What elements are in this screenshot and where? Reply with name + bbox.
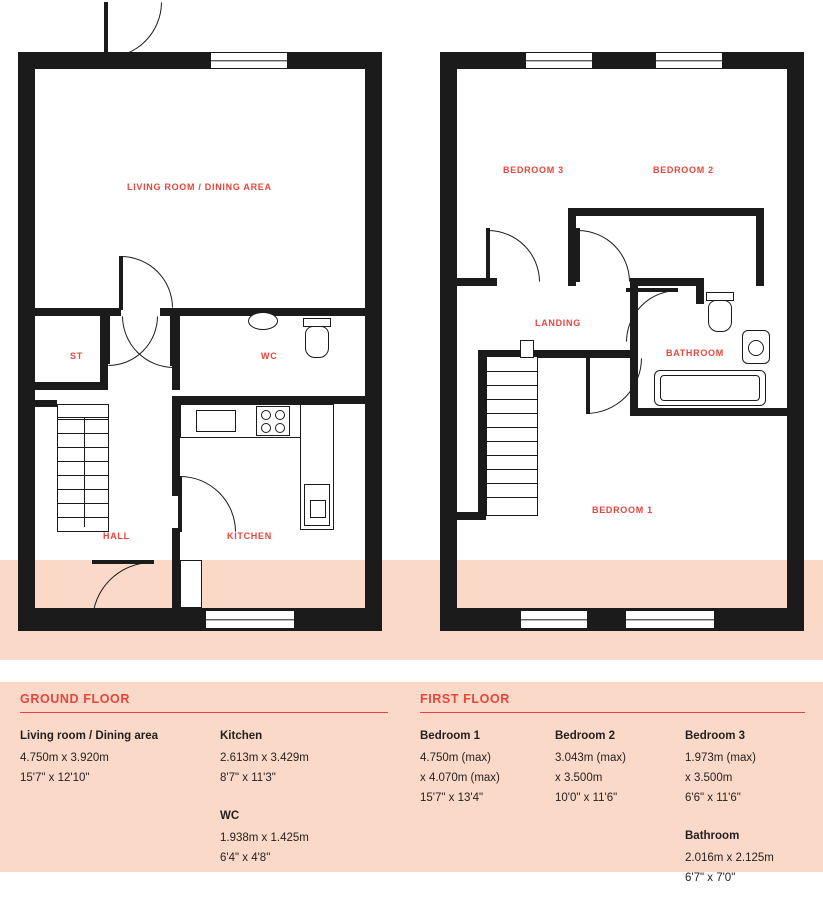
label-kitchen: KITCHEN: [227, 531, 272, 541]
key-room-metric: 2.613m x 3.429m: [220, 752, 309, 764]
hob-ring-2: [275, 410, 285, 420]
wc-cistern: [303, 318, 331, 327]
label-st: ST: [70, 351, 83, 361]
wall-right-ground: [365, 52, 382, 631]
wall-bed2-bottom: [568, 208, 764, 216]
window-bedroom1-bottom-left: [520, 610, 588, 629]
bathroom-basin-bowl: [748, 340, 764, 356]
key-first-column-2: [555, 726, 685, 906]
wall-left-first: [440, 52, 457, 631]
key-entry-bedroom-1: [420, 726, 555, 808]
label-bedroom-2: BEDROOM 2: [653, 165, 714, 175]
bathroom-bath-inner: [660, 375, 760, 401]
window-bedroom3-top: [525, 52, 593, 69]
window-bedroom1-bottom-right: [625, 610, 715, 629]
door-leaf-bathroom: [626, 288, 678, 292]
key-entry-living: [20, 726, 220, 788]
key-ground-title: GROUND FLOOR: [20, 692, 388, 713]
wall-bed3-bed2: [568, 208, 576, 286]
key-room-metric-1: 1.973m (max): [685, 752, 756, 764]
stairs-ground-top-landing: [57, 404, 109, 418]
wall-bottom-ground: [18, 608, 382, 631]
door-leaf-entrance: [92, 560, 154, 564]
kitchen-appliance-inner: [310, 500, 326, 518]
wall-entrance-nib: [155, 608, 161, 631]
wall-stair-side: [478, 350, 486, 520]
key-room-name: Living room / Dining area: [20, 730, 159, 742]
door-leaf-living: [119, 256, 123, 310]
wall-bed2-right-v: [756, 208, 764, 286]
label-living-room: LIVING ROOM / DINING AREA: [127, 182, 272, 192]
key-room-name: WC: [220, 810, 240, 822]
kitchen-hob: [256, 406, 290, 436]
first-floor-plan: [420, 0, 820, 660]
door-leaf-wc: [170, 312, 174, 366]
key-room-imperial: 10'0" x 11'6": [555, 792, 618, 804]
hob-ring-1: [261, 410, 271, 420]
wall-landing-bottom-2: [568, 350, 632, 358]
wall-hall-left-nib: [35, 400, 57, 407]
door-leaf-bedroom2: [576, 228, 580, 282]
key-room-name: Bathroom: [685, 830, 740, 842]
door-arc-living: [121, 256, 173, 308]
key-room-name: Bedroom 2: [555, 730, 616, 742]
wc-basin: [248, 312, 278, 330]
key-room-imperial: 6'4" x 4'8": [220, 852, 271, 864]
door-leaf-bedroom3: [486, 228, 490, 282]
key-room-metric-1: 4.750m (max): [420, 752, 491, 764]
key-ground-column-2: [220, 726, 388, 886]
key-room-imperial: 6'7" x 7'0": [685, 872, 736, 884]
label-landing: LANDING: [535, 318, 581, 328]
door-arc-entrance: [92, 562, 154, 624]
key-ground-floor: [20, 692, 388, 886]
label-hall: HALL: [103, 531, 130, 541]
key-room-metric-2: x 4.070m (max): [420, 772, 500, 784]
wall-nib-top: [154, 52, 158, 69]
key-first-floor: [420, 692, 805, 906]
stairs-first: [486, 356, 538, 516]
wall-top-first: [440, 52, 804, 69]
wall-wc-bottom-2: [302, 396, 365, 404]
key-entry-bedroom-2: [555, 726, 685, 808]
key-entry-wc: [220, 806, 388, 868]
key-room-imperial: 15'7" x 13'4": [420, 792, 484, 804]
kitchen-sink: [196, 410, 236, 432]
door-arc-kitchen: [180, 476, 236, 532]
key-ground-column-1: [20, 726, 220, 886]
bathroom-toilet: [708, 300, 732, 332]
key-room-metric: 1.938m x 1.425m: [220, 832, 309, 844]
key-room-metric-2: x 3.500m: [555, 772, 603, 784]
key-room-name: Bedroom 3: [685, 730, 746, 742]
label-bedroom-1: BEDROOM 1: [592, 505, 653, 515]
kitchen-unit-bottom: [180, 560, 202, 608]
wall-wc-bottom: [172, 396, 302, 404]
key-room-imperial: 8'7" x 11'3": [220, 772, 276, 784]
stairs-ground: [57, 404, 109, 532]
wall-bath-top: [630, 278, 700, 286]
wall-bath-bottom: [630, 408, 787, 416]
key-entry-kitchen: [220, 726, 388, 788]
key-room-metric: 2.016m x 2.125m: [685, 852, 774, 864]
wall-left-ground: [18, 52, 35, 631]
wall-kitchen-hall-2: [172, 528, 180, 631]
key-entry-bedroom-3: [685, 726, 805, 808]
key-first-title: FIRST FLOOR: [420, 692, 805, 713]
door-arc-bedroom3: [488, 230, 540, 282]
door-leaf-kitchen: [178, 476, 182, 532]
key-entry-bathroom: [685, 826, 805, 888]
key-room-imperial: 6'6" x 11'6": [685, 792, 741, 804]
window-living-top: [210, 52, 288, 69]
hob-ring-4: [275, 423, 285, 433]
hob-ring-3: [261, 423, 271, 433]
label-bedroom-3: BEDROOM 3: [503, 165, 564, 175]
window-kitchen-bottom: [205, 610, 295, 629]
wall-top-ground: [18, 52, 382, 69]
key-room-metric: 4.750m x 3.920m: [20, 752, 109, 764]
door-arc-bedroom2: [578, 230, 630, 282]
wall-st-bottom: [35, 382, 108, 390]
key-room-name: Kitchen: [220, 730, 263, 742]
front-door-arc-top: [106, 2, 162, 58]
stairs-first-newel: [520, 340, 534, 358]
key-first-column-1: [420, 726, 555, 906]
key-room-metric-2: x 3.500m: [685, 772, 733, 784]
door-leaf-bedroom1: [586, 356, 590, 414]
label-bathroom: BATHROOM: [666, 348, 724, 358]
background-white-strip: [0, 660, 823, 682]
wall-landing-left-v: [568, 278, 576, 286]
key-room-name: Bedroom 1: [420, 730, 481, 742]
ground-floor-plan: [0, 0, 400, 660]
wall-right-first: [787, 52, 804, 631]
key-first-column-3: [685, 726, 805, 906]
wall-bottom-first: [440, 608, 804, 631]
bathroom-cistern: [706, 292, 734, 301]
label-wc: WC: [261, 351, 278, 361]
window-bedroom2-top: [655, 52, 723, 69]
wall-bath-right-v: [696, 278, 704, 304]
key-room-imperial: 15'7" x 12'10": [20, 772, 90, 784]
key-room-metric-1: 3.043m (max): [555, 752, 626, 764]
wc-toilet: [305, 326, 329, 358]
door-leaf-st: [106, 312, 110, 364]
